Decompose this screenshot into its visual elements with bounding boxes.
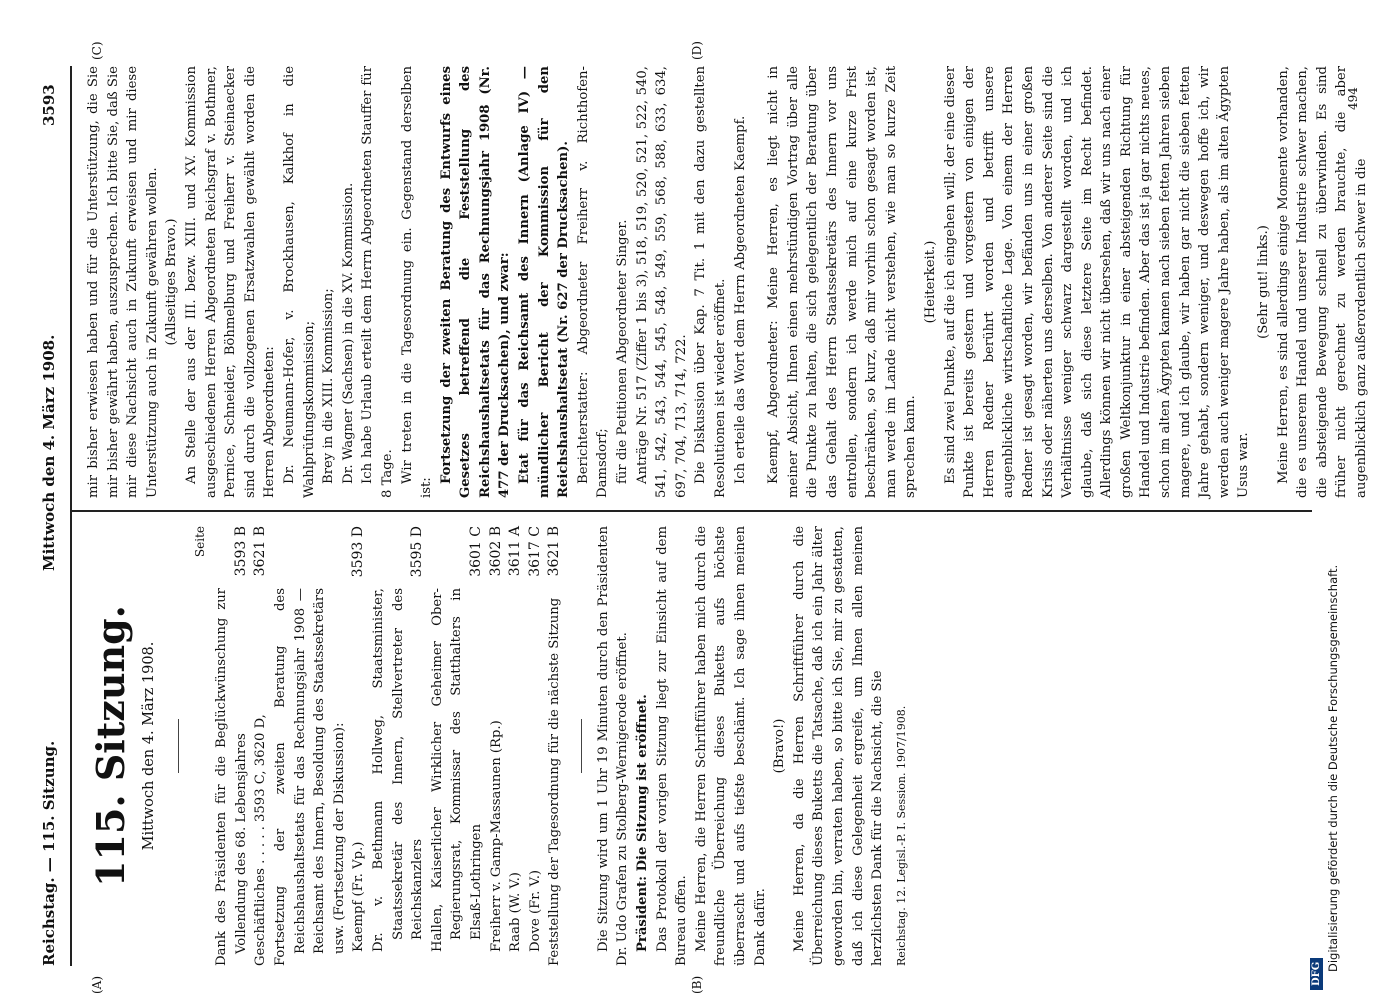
header-date: Mittwoch den 4. März 1908. [40, 334, 58, 571]
toc-entry [251, 526, 271, 966]
election-item: Dr. Wagner (Sachsen) in die XV. Kommission. [340, 182, 356, 484]
toc-text: Kaempf (Fr. Vp.) [351, 841, 367, 952]
opening-paragraph: Die Sitzung wird um 1 Uhr 19 Minuten durch den Präsidenten Dr. Udo Grafen zu Stolberg-Wernigerode eröffnet. [595, 526, 631, 966]
toc-text: Geschäftliches . . . . . 3593 C, 3620 D, [253, 714, 269, 966]
toc-page: 3593 B [232, 526, 249, 577]
margin-letter-b: (B) [690, 975, 704, 994]
toc-page: 3602 B [487, 526, 504, 577]
toc-entry [428, 526, 487, 966]
margin-letter-a: (A) [90, 975, 104, 994]
petitions-line: für die Petitionen Abgeordneter Singer. [615, 219, 631, 484]
toc-page: 3617 C [526, 526, 543, 577]
motions-list: Anträge Nr. 517 (Ziffer 1 bis 3), 518, 519, 520, 521, 522, 540, 541, 542, 543, 544, 545, 548, 549, 559, 568, 588, 633, 634, 697, 704, 713, 714, 722. [634, 66, 689, 498]
protocol-line: Das Protokoll der vorigen Sitzung liegt zur Einsicht auf dem Bureau offen. [654, 526, 690, 966]
speech-paragraph: Meine Herren, es sind allerdings einige Momente vorhanden, die es unserem Handel und unserer Industrie schwer machen, die absteigende Bewegung schnell zu überwinden. Es sind früher nicht gerechnet zu werden brauchte, die aber augenblicklich ganz außerordentlich schwer in die [1275, 66, 1369, 498]
margin-letter-d: (D) [690, 41, 704, 60]
signature-page-number: 494 [1346, 87, 1360, 110]
etat-title: Etat für das Reichsamt des Innern (Anlage IV) — mündlicher Bericht der Kommission für den Reichshaushaltsetat (Nr. 627 der Drucksachen). [517, 66, 572, 498]
interjection: (Sehr gut! links.) [1256, 225, 1272, 339]
toc-text: Dank des Präsidenten für die Beglückwünschung zur Vollendung des 68. Lebensjahres [214, 588, 249, 966]
interjection: (Allseitiges Bravo.) [164, 218, 180, 346]
left-column [84, 526, 911, 966]
discussion-line: Die Diskussion über Kap. 7 Tit. 1 mit den dazu gestellten Resolutionen ist wieder eröffnet. [693, 66, 728, 498]
reporter-line: Berichterstatter: Abgeordneter Freiherr v. Richthofen-Damsdorf; [575, 66, 611, 498]
speech-paragraph: Es sind zwei Punkte, auf die ich eingehen will; der eine dieser Punkte ist bereits gestern und vorgestern von einigen der Herren Redner berührt worden und betrifft unsere augenblickliche wirtschaftliche Lage. Von einem der Herren Redner ist gesagt worden, wir befänden uns in einer großen Krisis oder näherten uns derselben. Von anderer Seite sind die Verhältnisse weniger schwarz dargestellt worden, und ich glaube, daß sich diese letztere Seite im Recht befindet. Allerdings können wir nicht übersehen, daß wir uns nach einer großen Weltkonjunktur in einer absteigenden Richtung für Handel und Industrie befinden. Aber das ist ja gar nichts neues, schon im alten Ägypten kamen nach sieben fetten Jahren sieben magere, und ich glaube, wir haben gar nicht die sieben fetten Jahre gehabt, sondern weniger, und deswegen hoffe ich, wir werden auch weniger magere Jahre haben, als im alten Ägypten Usus war. [942, 66, 1252, 498]
leave-notice: Ich habe Urlaub erteilt dem Herrn Abgeordneten Stauffer für 8 Tage. [360, 66, 395, 498]
toc-text: Hallen, Kaiserlicher Wirklicher Geheimer Ober-Regierungsrat, Kommissar des Statthalters in Elsaß-Lothringen [429, 588, 484, 952]
toc-entry [526, 526, 546, 966]
toc-page: 3601 C [467, 526, 484, 577]
toc-entry [545, 526, 565, 966]
seite-label: Seite [192, 526, 207, 558]
election-item: Brey in die XIII. Kommission; [321, 288, 337, 484]
spacer [750, 66, 764, 498]
toc-text: Dr. v. Bethmann Hollweg, Staatsminister, Staatssekretär des Innern, Stellvertreter des Reichskanzlers [370, 588, 426, 952]
interjection: (Heiterkeit.) [922, 240, 938, 324]
toc-text: Dove (Fr. V.) [527, 869, 543, 952]
toc-entry [369, 526, 428, 966]
toc-text: Freiherr v. Gamp-Massaunen (Rp.) [488, 720, 504, 952]
toc-page: 3595 D [409, 526, 426, 578]
president-line: Präsident: Die Sitzung ist eröffnet. [635, 694, 651, 952]
toc-page: 3611 A [507, 526, 524, 577]
dfg-funding-note: Digitalisierung gefördert durch die Deutsche Forschungsgemeinschaft. [1326, 564, 1340, 972]
header-page-number: 3593 [40, 84, 58, 126]
margin-letter-c: (C) [90, 41, 104, 60]
short-rule [178, 719, 179, 773]
toc-text: Feststellung der Tagesordnung für die nächste Sitzung [547, 597, 563, 966]
paragraph: An Stelle der aus der III. bezw. XIII. und XV. Kommission ausgeschiedenen Herren Abgeordneten Reichsgraf v. Bothmer, Pernice, Schneider, Böhmelburg und Freiherr v. Steinaecker sind durch die vollzogenen Ersatzwahlen gewählt worden die Herren Abgeordneten: [183, 66, 278, 498]
agenda-intro: Wir treten in die Tagesordnung ein. Gegenstand derselben ist: [399, 66, 435, 498]
column-rule [72, 510, 1312, 512]
speech-paragraph: Kaempf, Abgeordneter: Meine Herren, es liegt nicht in meiner Absicht, Ihnen einen mehrstündigen Vortrag über alle die Punkte zu halten, die sich gelegentlich der Beratung über das Gehalt des Herrn Staatssekretärs des Innern vor uns entrollen, sondern ich werde mich auf eine kurze Frist beschränken, so kurz, daß mir vorhin schon gesagt worden ist, man werde im Lande nicht verstehen, wie man so kurze Zeit sprechen kann. [766, 66, 919, 498]
toc-page: 3621 B [252, 526, 269, 577]
header-rule [70, 66, 72, 966]
right-column [84, 66, 1372, 498]
session-date: Mittwoch den 4. März 1908. [141, 641, 157, 851]
toc-entry [271, 526, 349, 966]
running-header [40, 86, 70, 966]
dfg-logo: DFG [1310, 958, 1323, 990]
interjection: (Bravo!) [772, 718, 788, 774]
paragraph: mir bisher erwiesen haben und für die Unterstützung, die Sie mir bisher gewährt haben, auszusprechen. Ich bitte Sie, daß Sie mir diese Nachsicht auch in Zukunft erweisen und mir diese Unterstützung auch in Zukunft gewähren wollen. [86, 66, 160, 498]
toc-entry [487, 526, 507, 966]
floor-line: Ich erteile das Wort dem Herrn Abgeordneten Kaempf. [732, 115, 748, 484]
toc-text: Fortsetzung der zweiten Beratung des Reichshaushaltsetats für das Rechnungsjahr 1908 — Reichsamt des Innern, Besoldung des Staatssekretärs usw. (Fortsetzung der Diskussion): [272, 588, 347, 966]
page-footer: Reichstag. 12. Legisl.-P. I. Session. 1907/1908. [894, 705, 908, 966]
toc-entry [349, 526, 369, 966]
session-title: 115. Sitzung. [88, 605, 133, 887]
toc-entry [212, 526, 251, 966]
toc-text: Raab (W. V.) [508, 872, 524, 952]
agenda-item: Fortsetzung der zweiten Beratung des Entwurfs eines Gesetzes betreffend die Feststellung des Reichshaushaltsetats für das Rechnungsjahr 1908 (Nr. 477 der Drucksachen), und zwar: [438, 66, 513, 498]
short-rule [581, 719, 582, 773]
paragraph: Meine Herren, die Herren Schriftführer haben mich durch die freundliche Überreichung dieses Buketts aufs höchste überrascht und aufs tiefste beschämt. Ich sage ihnen meinen Dank dafür. [693, 526, 768, 966]
toc-page: 3621 B [546, 526, 563, 577]
election-item: Dr. Neumann-Hofer, v. Brockhausen, Kalkhof in die Wahlprüfungskommission; [281, 66, 317, 498]
header-left: Reichstag. — 115. Sitzung. [40, 740, 58, 966]
toc-page: 3593 D [350, 526, 367, 578]
toc-entry [506, 526, 526, 966]
paragraph: Meine Herren, da die Herren Schriftführer durch die Überreichung dieses Buketts die Tatsache, daß ich ein Jahr älter geworden bin, verraten haben, so bitte ich Sie, mir zu gestatten, daß ich diese Gelegenheit ergreife, um Ihnen allen meinen herzlichsten Dank für die Nachsicht, die Sie [791, 526, 886, 966]
